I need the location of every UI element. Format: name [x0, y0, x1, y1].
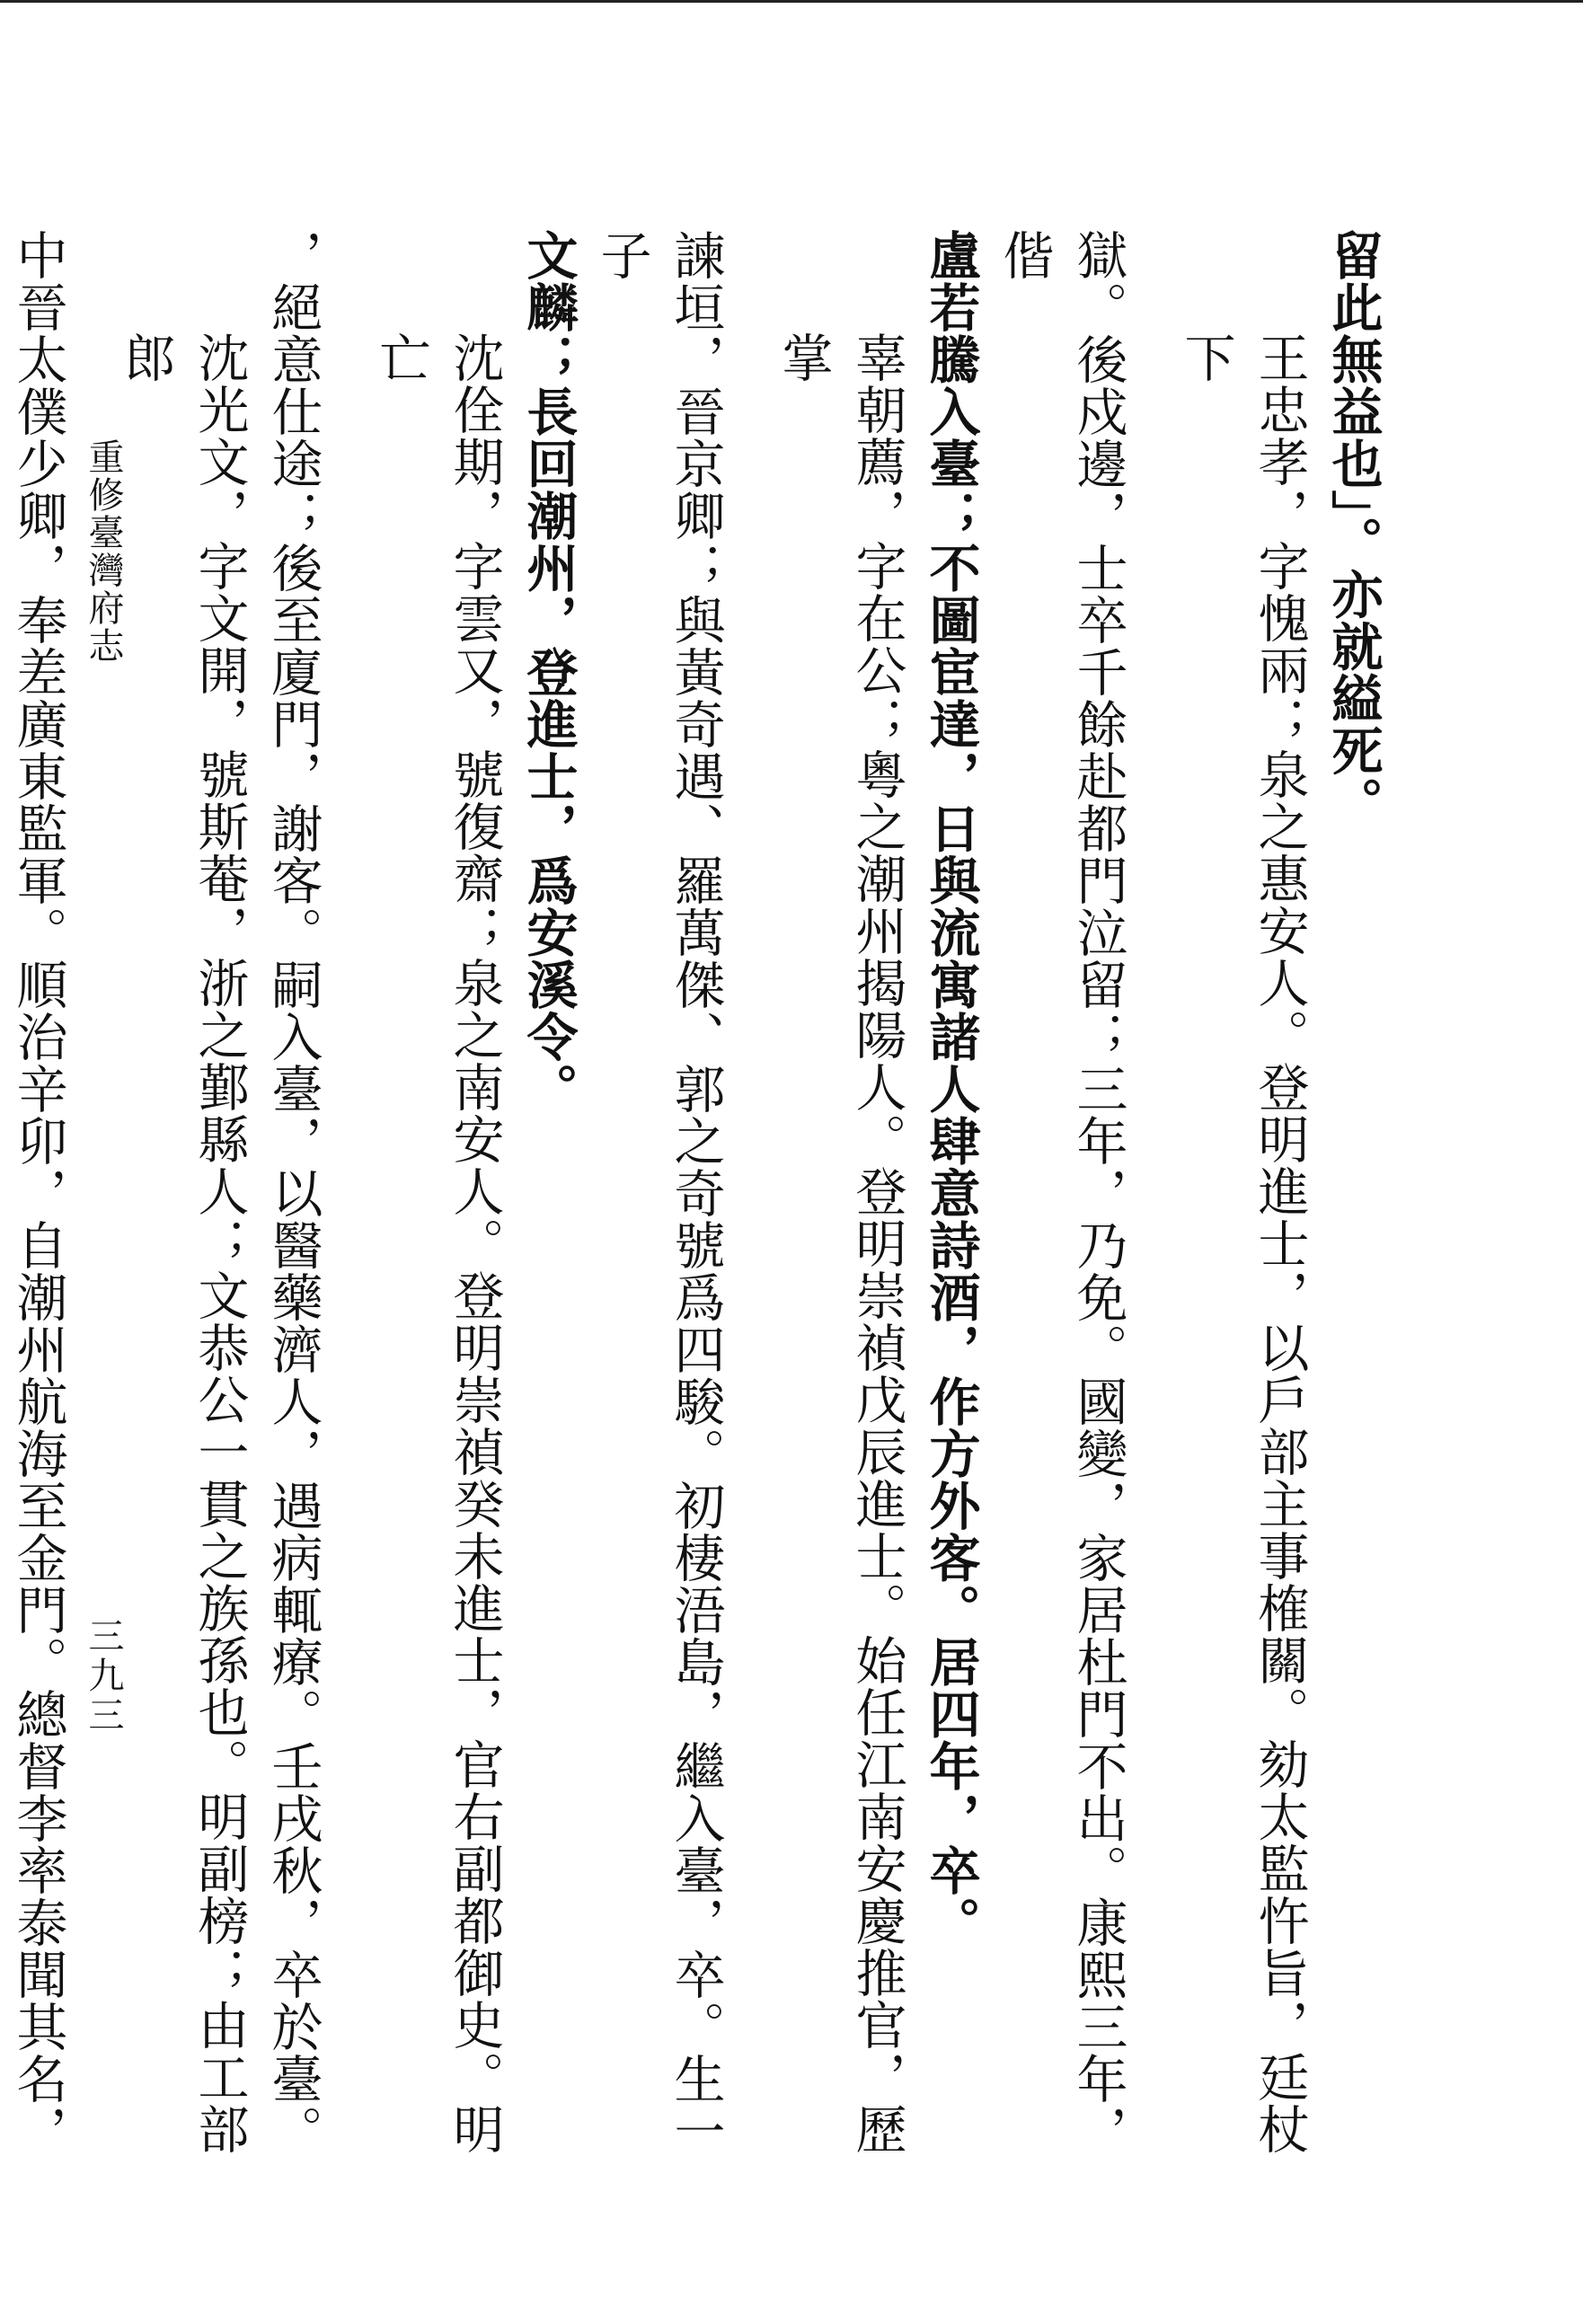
text-column: 沈佺期，字雲又，號復齋；泉之南安人。登明崇禎癸未進士，官右副都御史。明亡 — [371, 331, 504, 2155]
text-column: 留此無益也」。亦就縊死。 — [1323, 229, 1384, 829]
text-column: 獄。後戍邊，士卒千餘赴都門泣留；三年，乃免。國變，家居杜門不出。康熙三年，偕 — [995, 229, 1128, 2157]
top-border-line — [0, 0, 1583, 3]
text-column: 盧若騰入臺；不圖宦達，日與流寓諸人肆意詩酒，作方外客。居四年，卒。 — [921, 229, 981, 1948]
text-column: 文麟；長回潮州，登進士，爲安溪令。 — [518, 229, 579, 1115]
text-column: ，絕意仕途；後至廈門，謝客。嗣入臺，以醫藥濟人，遇病輒療。壬戌秋，卒於臺。 — [263, 229, 323, 2157]
text-column: 辜朝薦，字在公；粵之潮州揭陽人。登明崇禎戊辰進士。始任江南安慶推官，歷掌 — [774, 331, 906, 2155]
text-column: 中晉太僕少卿，奉差廣東監軍。順治辛卯，自潮州航海至金門。總督李率泰聞其名， — [8, 229, 67, 2157]
page-number: 三九三 — [83, 1617, 124, 1736]
main-text-body — [0, 229, 1390, 2187]
text-column: 沈光文，字文開，號斯菴，浙之鄞縣人；文恭公一貫之族孫也。明副榜；由工部郎 — [116, 331, 249, 2155]
text-column: 王忠孝，字愧兩；泉之惠安人。登明進士，以戶部主事榷關。劾太監忤旨，廷杖下 — [1176, 331, 1309, 2155]
book-title: 重修臺灣府志 — [83, 438, 124, 665]
text-column: 諫垣，晉京卿；與黃奇遇、羅萬傑、郭之奇號爲四駿。初棲浯島，繼入臺，卒。生一子 — [592, 229, 725, 2157]
